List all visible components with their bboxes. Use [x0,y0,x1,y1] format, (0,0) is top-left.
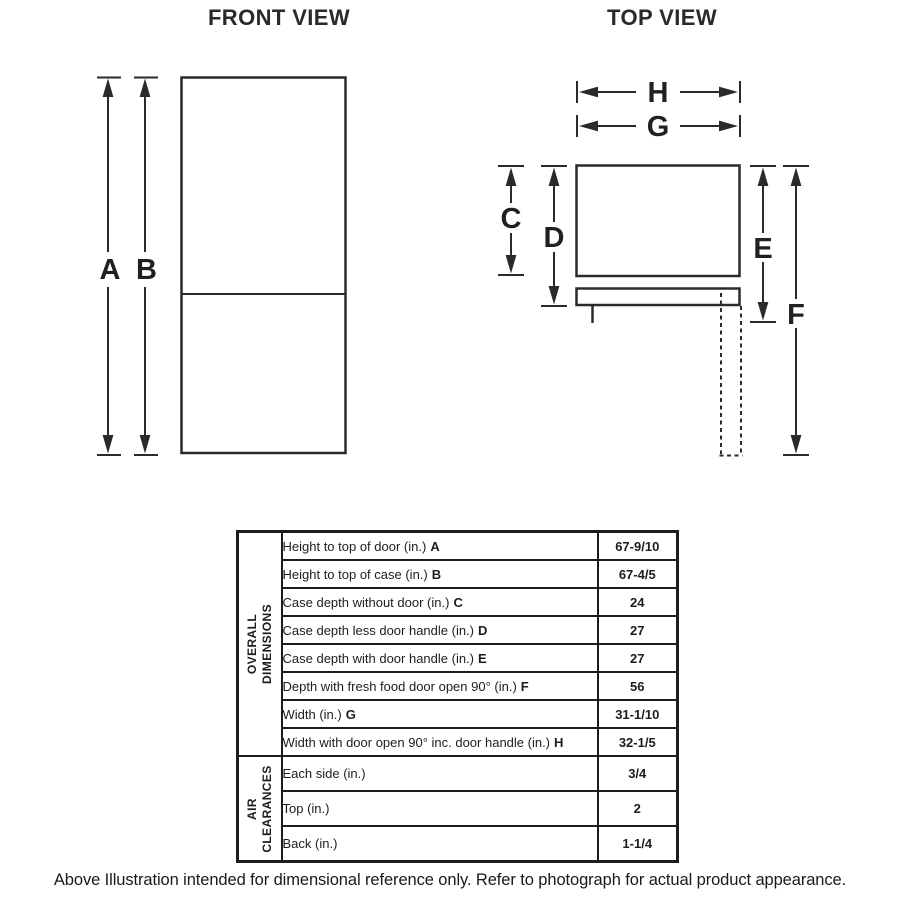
dimension-label: Case depth with door handle (in.) [282,650,475,666]
table-row [238,644,678,672]
dimension-label: Each side (in.) [282,766,366,781]
dimension-letter: G [345,706,356,722]
dimension-value: 67-4/5 [598,560,678,588]
dimension-letter: B [431,566,442,582]
section-label-line: OVERALL [244,613,259,675]
open-door-dashed-outline [720,293,743,456]
dimension-description [282,560,598,588]
dimension-label: Height to top of door (in.) [282,538,427,554]
dimension-label: Height to top of case (in.) [282,566,428,582]
dimension-value: 1-1/4 [598,826,678,862]
dimension-description [282,532,598,561]
table-row [238,756,678,791]
dimension-description [282,672,598,700]
rotated-section-label [245,765,275,852]
table-row [238,728,678,756]
table-row [238,532,678,561]
dimension-letter: A [430,538,440,554]
dimension-description [282,644,598,672]
dim-label-g: G [646,111,670,143]
dimension-letter: C [453,594,463,610]
fridge-case-top-outline [577,166,740,277]
section-label-air-clearances [238,756,282,862]
dim-label-c: C [500,203,522,235]
dimension-description [282,826,598,862]
table-row [238,672,678,700]
top-view-title: TOP VIEW [607,5,717,30]
dimension-value: 27 [598,616,678,644]
dimension-letter: H [554,734,564,750]
dimension-label: Depth with fresh food door open 90° (in.) [282,678,517,694]
dimension-label: Case depth without door (in.) [282,594,450,610]
dimension-description [282,756,598,791]
dimension-value: 2 [598,791,678,826]
dimension-value: 32-1/5 [598,728,678,756]
table-row [238,826,678,862]
dim-label-f: F [787,299,805,331]
dimension-label: Width (in.) [282,706,342,722]
table-row [238,616,678,644]
dimension-description [282,616,598,644]
section-label-line: CLEARANCES [259,764,274,853]
dimension-value: 24 [598,588,678,616]
dim-label-e: E [753,233,773,265]
dimension-description [282,588,598,616]
dim-label-a: A [99,254,121,286]
fridge-door-top-outline [577,289,740,306]
dimension-value: 3/4 [598,756,678,791]
dimension-value: 67-9/10 [598,532,678,561]
dimension-letter: D [478,622,488,638]
footnote-text: Above Illustration intended for dimensional reference only. Refer to photograph for actual product appearance. [53,871,847,889]
table-row [238,588,678,616]
dimension-label: Width with door open 90° inc. door handle (in.) [282,734,551,750]
dimension-value: 56 [598,672,678,700]
dimension-value: 31-1/10 [598,700,678,728]
dimension-description [282,700,598,728]
dim-label-b: B [136,254,157,286]
front-view-diagram [97,78,346,456]
table-row [238,560,678,588]
rotated-section-label [245,604,275,684]
dimension-letter: E [478,650,487,666]
front-view-title: FRONT VIEW [207,5,351,30]
dimension-value: 27 [598,644,678,672]
section-label-line: AIR [244,797,259,820]
dimension-label: Back (in.) [282,836,338,851]
table-row [238,791,678,826]
dimension-label: Case depth less door handle (in.) [282,622,475,638]
dim-label-d: D [543,222,565,254]
section-label-line: DIMENSIONS [259,603,274,685]
fridge-front-outline [182,78,346,454]
dimensions-table [236,530,679,863]
section-label-overall-dimensions [238,532,282,757]
dimension-description [282,791,598,826]
dimension-letter: F [520,678,529,694]
dimension-description [282,728,598,756]
dim-label-h: H [647,77,669,109]
dimension-label: Top (in.) [282,801,330,816]
table-row [238,700,678,728]
